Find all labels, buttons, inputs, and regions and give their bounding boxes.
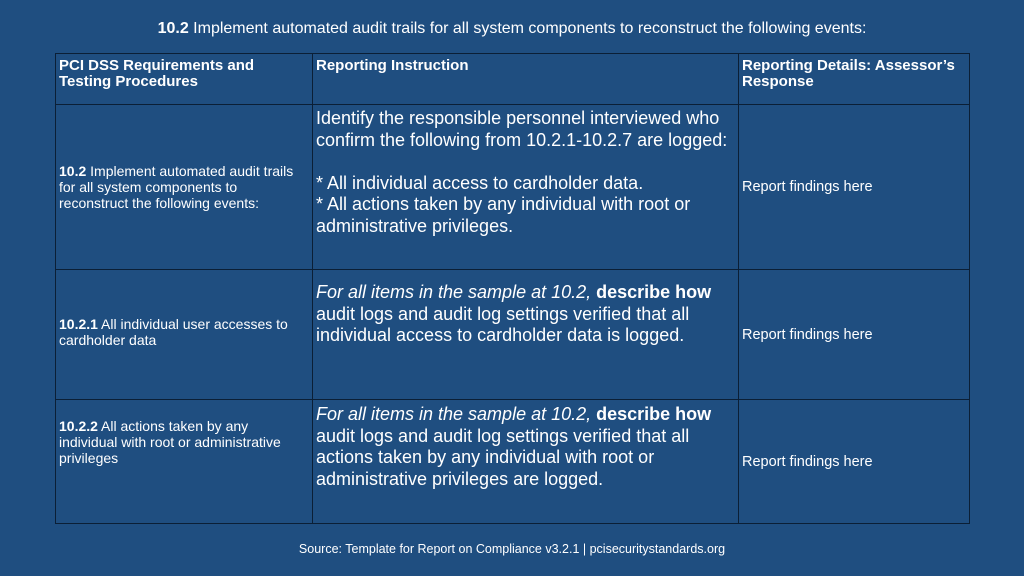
response-cell[interactable] <box>739 400 970 524</box>
requirement-cell <box>56 270 313 400</box>
response-cell[interactable] <box>739 105 970 270</box>
instruction-cell <box>313 105 739 270</box>
table-row <box>56 270 970 400</box>
instruction-rest: audit logs and audit log settings verified that all individual access to cardholder data is logged. <box>316 303 690 345</box>
header-requirements: PCI DSS Requirements and Testing Procedures <box>56 54 313 105</box>
requirement-text: All actions taken by any individual with root or administrative privileges <box>59 418 281 466</box>
instruction-bullet: * All individual access to cardholder data. <box>316 172 644 193</box>
instruction-bold: describe how <box>596 282 712 302</box>
source-footer: Source: Template for Report on Compliance v3.2.1 | pcisecuritystandards.org <box>298 542 726 556</box>
requirement-text: All individual user accesses to cardholder data <box>59 315 288 348</box>
header-assessor-response: Reporting Details: Assessor’s Response <box>739 54 970 105</box>
instruction-intro: Identify the responsible personnel interviewed who confirm the following from 10.2.1-10.2.7 are logged: <box>316 108 728 150</box>
instruction-italic: For all items in the sample at 10.2, <box>316 282 597 302</box>
requirement-number: 10.2.1 <box>59 315 98 332</box>
response-cell[interactable] <box>739 270 970 400</box>
instruction-cell <box>313 400 739 524</box>
table-header-row <box>56 54 970 105</box>
page-title <box>0 19 1024 39</box>
requirement-number: 10.2 <box>59 163 87 179</box>
requirement-cell <box>56 400 313 524</box>
title-number: 10.2 <box>157 20 189 37</box>
response-placeholder: Report findings here <box>742 453 873 470</box>
header-reporting-instruction: Reporting Instruction <box>313 54 739 105</box>
requirement-cell <box>56 105 313 270</box>
instruction-bold: describe how <box>596 404 712 424</box>
instruction-bullet: * All actions taken by any individual with root or administrative privileges. <box>316 194 691 236</box>
table-row <box>56 400 970 524</box>
table-row <box>56 105 970 270</box>
instruction-cell <box>313 270 739 400</box>
requirement-number: 10.2.2 <box>59 418 98 434</box>
title-text: Implement automated audit trails for all system components to reconstruct the following events: <box>188 20 867 37</box>
requirements-table <box>55 53 970 524</box>
instruction-italic: For all items in the sample at 10.2, <box>316 404 597 424</box>
requirement-text: Implement automated audit trails for all system components to reconstruct the following events: <box>59 163 294 211</box>
instruction-rest: audit logs and audit log settings verified that all actions taken by any individual with root or administrative privileges are logged. <box>316 425 690 489</box>
response-placeholder: Report findings here <box>742 179 873 195</box>
response-placeholder: Report findings here <box>742 326 873 343</box>
